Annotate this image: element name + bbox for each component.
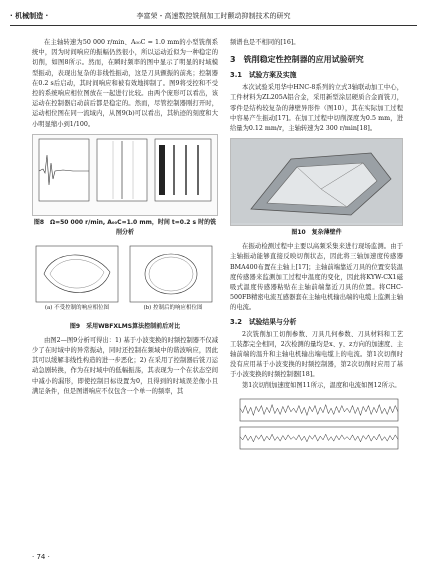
section-3-2-heading: 3.2 试验结果与分析 [230,317,297,326]
page-header [10,8,417,26]
figure-9 [32,242,218,320]
figure-10-photo [230,138,403,226]
figure-10-caption: 图10 复杂薄壁件 [291,229,342,237]
figure-11-partial [230,395,403,455]
section-3-1-heading: 3.1 试验方案及实施 [230,71,297,80]
figure-11-chart [230,395,402,455]
right-paragraph-3: 2次铣削加工切削参数、刀具几何参数、刀具材料和工艺工装都完全相同，2次检测的量均是x、y、z方向的加速度、主轴前端的温升和主轴电机输出端电缆上的电流。第1次切削时没有应用基于小波变换的时频控制器，第2次切削时应用了基于小波变换的时频控制器[18]。 [230,330,403,379]
left-paragraph-2: 由图2—图9分析可得出：1) 基于小波变换的时频控制器不仅减少了在时域中的异常振动，同时还控制在频域中的谐波响应，因此其可以缓解非线性构造的进一步恶化；2) 在采用了控制器后铣刀运动急剧转换，作为在时域中的低幅振荡，其表现为一个在状态空间中减小的漏形，即使控制目标设置为0，且得到的时域误差像小且满足条件，但是图谱响应不仅包含一个单一的频率，其 [32,336,218,395]
right-paragraph-4: 第1次切削加速度如图11所示，温度和电流如图12所示。 [242,381,401,389]
figure-8-caption: 图8 Ω=50 000 r/min, A₀₀C=1.0 mm，时间 t=0.2 s 时的铣削分析 [33,218,217,236]
running-title: 李富荣・高速数控铣削加工时颤动抑制技术的研究 [136,12,291,20]
right-paragraph-2: 在振动检测过程中主要以高频采集来进行现场监测。由于主轴振动能够直接反映切削状态，因此将三轴加速度传感器BMA400布置在主轴上[17]；主轴前端靠近刀具的位置安装温度传感器来监测加工过程中温度的变化，因此将KYW-CX1磁吸式温度传感器粘贴在主轴前端靠近刀具的位置。将CHC-500FB精密电流互感器套在主轴电机输出端的电缆上监测主轴的电流。 [230,243,403,312]
page-number: · 74 · [32,553,50,561]
right-paragraph-0: 频谱也是不相同的[16]。 [230,39,300,46]
figure-9-caption: 图9 采用WBFXLMS算法控制前后对比 [69,322,181,330]
right-paragraph-1: 本次试验采用华中HNC-8系列的立式3轴联动加工中心，工件材料为ZL205A铝合金，采用新型涂层硬质合金面铣刀，零件是结构较复杂的薄壁异形件（图10），其在实际加工过程中容易产生振动[17]。在加工过程中切削深度为0.5 mm，进给量为0.12 mm/r，主轴转速为2 300 r/min[18]。 [230,84,403,133]
figure-9-plots [32,242,218,308]
figure-9a-subcaption: (a) 不受控制的响应相位图 [44,304,110,311]
thin-wall-part-image [231,139,402,223]
left-column [32,38,218,397]
header-rule [10,25,417,26]
figure-8 [32,134,218,216]
figure-9b-subcaption: (b) 控制后的响应相位图 [143,304,203,311]
left-paragraph-1: 在主轴转速为50 000 r/min、A₀₀C = 1.0 mm的小型铣削系统中，因为时间响应的振幅仍然很小，所以运动近似为一种稳定的切削，如图8所示。然而，在瞬时频率的图中显示了明显的时域模型振动，表现出复杂的非线性振动，这是刀具颤振的前兆；控制器在0.2 s后启动，其时间响应和被有效地抑制了。图9将受控和不受控的系统响应相位图放在一起进行比较。由两个庞形可以看出，该运动在控制器启动前后都是稳定的。然而，尽管控制器刚打开时，运动相位图在同一流域内，从图9(b)可以看出，其轨迹的刻度和大小明显缩小到1/100。 [32,39,218,128]
section-3-heading: 3 铣削稳定性控制器的应用试验研究 [230,55,364,65]
right-column [230,38,403,455]
journal-section: · 机械制造 · [10,12,49,20]
figure-8-plots [33,135,217,213]
